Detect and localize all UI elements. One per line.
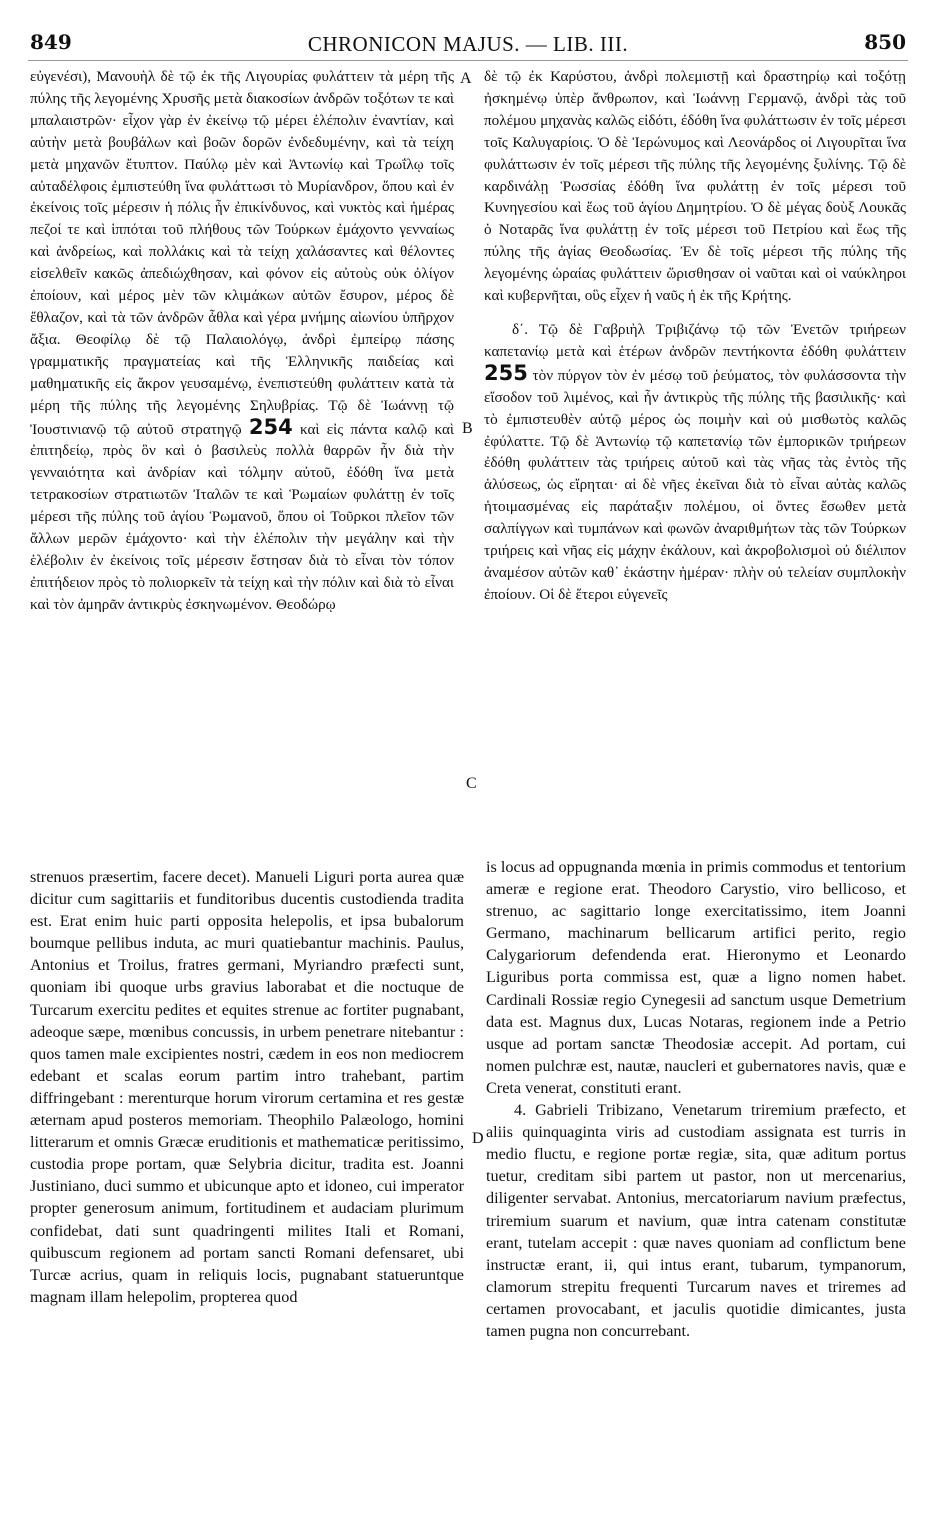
greek-right-text-part1: δ΄. Τῷ δὲ Γαβριὴλ Τριβιζάνῳ τῷ τῶν Ἐνετῶν τριήρεων καπετανίῳ μετὰ καὶ ἑτέρων ἀνδρῶν πεντήκοντα ἐδόθη φυλάττειν — [484, 320, 906, 360]
header-rule — [28, 60, 908, 61]
greek-left-paragraph — [30, 66, 454, 616]
greek-right-text-part2: τὸν πύργον τὸν ἐν μέσῳ τοῦ ῥεύματος, τὸν φυλάσσοντα τὴν εἴσοδον τοῦ λιμένος, καὶ ἦν ἀντικρὺς τῆς πύλης τῆς βασιλικῆς· καὶ τὸ ἐμπιστευθὲν αὐτῷ μέρος ὡς ποιμὴν καὶ οὐ μισθωτὸς καλῶς ἐφύλαττε. Τῷ δὲ Ἀντωνίῳ τῷ καπετανίῳ τῶν ἐμπορικῶν τριήρεων ἐδόθη φυλάττειν τὰς τριήρεις αὐτοῦ καὶ τὰς νῆας τὰς ἐντὸς τῆς ἁλύσεως, ὡς εἴρηται· αἱ δὲ νῆες ἐκεῖναι διὰ τὸ εἶναι αὐτὰς καλῶς ἡτοιμασμένας εἰς παράταξιν πολέμου, οἱ ὄντες ἔσωθεν μετὰ σαλπίγγων καὶ τυμπάνων καὶ φωνῶν ἀναριθμήτων τὰς τῶν Τούρκων τριήρεις καὶ νῆας εἰς μάχην ἐκάλουν, καὶ ἀκροβολισμοὶ οὐ διέλιπον ἀναμέσον αὐτῶν καθ᾽ ἑκάστην ἡμέραν· πλὴν οὐ τελείαν συμπλοκὴν ἐποίουν. Οἱ δὲ ἕτεροι εὐγενεῖς — [484, 366, 906, 603]
running-title: CHRONICON MAJUS. — LIB. III. — [307, 32, 629, 56]
margin-letter-d: D — [472, 1130, 484, 1147]
latin-right-paragraph-1: is locus ad oppugnanda mœnia in primis commodus et tentorium ameræ e regione erat. Theodoro Carystio, viro bellicoso, et strenuo, ac sagittario longe exercitatissimo, item Joanni Germano, machinarum bellicarum artifici perito, regio Calygariorum defendenda erat. Hieronymo et Leonardo Liguribus porta commissa est, quæ a ligno nomen habet. Cardinali Rossiæ regio Cynegesii ad sanctum usque Demetrium data est. Magnus dux, Lucas Notaras, regionem inde a Petrio usque ad portam sanctæ Theodosiæ accepit. Ad portam, cui nomen pulchræ est, nautæ, naucleri et gubernatores navis, quæ e Creta venerat, constituti erant. — [486, 858, 906, 1097]
paragraph-gap — [484, 307, 906, 319]
section-marker-254: 254 — [248, 414, 293, 439]
page-header — [28, 30, 908, 60]
latin-text-left-column — [30, 866, 464, 1308]
margin-letter-c: C — [466, 775, 477, 792]
greek-right-paragraph-2 — [484, 319, 906, 606]
greek-left-text-part2: καὶ εἰς πάντα καλῷ καὶ ἐπιτηδείῳ, πρὸς ὃν καὶ ὁ βασιλεὺς πολλὰ θαρρῶν ἦν διὰ τὴν γενναιότητα καὶ ἀνδρίαν καὶ τόλμην αὐτοῦ, ἐδόθη ἵνα μετὰ τετρακοσίων στρατιωτῶν Ἰταλῶν τε καὶ Ῥωμαίων φυλάττῃ ἐν τοῖς μέρεσι τῆς πύλης τοῦ ἁγίου Ῥωμανοῦ, ὅπου οἱ Τοῦρκοι πλεῖον τῶν ἄλλων μερῶν ἐμάχοντο· καὶ τὴν ἑλέπολιν τὴν μεγάλην καὶ τὴν ἑλέβολιν ἐν ἐκείνοις τοῖς μέρεσιν ἔστησαν διὰ τὸ εἶναι τὸν τόπον ἐπιτήδειον πρὸς τὸ πολιορκεῖν τὰ τείχη καὶ τὴν πόλιν καὶ διὰ τὸ εἶναι καὶ τὸν ἀμηρᾶν ἀντικρὺς ἐσκηνωμένον. Θεοδώρῳ — [30, 420, 455, 613]
section-marker-255: 255 — [484, 360, 528, 385]
latin-text-right-column — [486, 856, 906, 1342]
latin-right-paragraph-2: 4. Gabrieli Tribizano, Venetarum triremium præfecto, et aliis quinquaginta viris ad custodiam assignata est turris in medio fluctu, e regione portæ regiæ, sita, quæ aditum portus tuetur, creditam sibi partem ut pastor, non ut mercenarius, diligenter servabat. Antonius, mercatoriarum navium præfectus, triremium suarum et navium, quæ intra catenam constitutæ erant, tutelam accepit : quæ naves quoniam ad conflictum bene instructæ erant, ii, qui intus erant, tubarum, tympanorum, clamorum strepitu frequenti Turcarum naves et triremes ad certamen provocabant, et jaculis quotidie dimicantes, justa tamen pugna non concurrebant. — [486, 1101, 906, 1340]
greek-text-right-column — [484, 66, 906, 606]
right-page-number: 850 — [864, 30, 906, 54]
margin-letter-b: B — [462, 420, 473, 437]
greek-text-left-column — [30, 66, 454, 616]
greek-left-text-part1: εὐγενέσι), Μανουὴλ δὲ τῷ ἐκ τῆς Λιγουρίας φυλάττειν τὰ μέρη τῆς πύλης τῆς λεγομένης Χρυσῆς μετὰ διακοσίων ἀνδρῶν τοξότων τε καὶ μπαλαιστρῶν· εἶχον γὰρ ἐν ἐκείνῳ τῷ μέρει ἑλέπολιν ἐναντίαν, καὶ αὐτὴν μετὰ βουβάλων καὶ βοῶν δορῶν ἐνδεδυμένην, καὶ τὰ τείχη μετὰ μηχανῶν ἔτυπτον. Παύλῳ μὲν καὶ Ἀντωνίῳ καὶ Τρωΐλῳ τοῖς αὐταδέλφοις ἐμπιστεύθη ἵνα φυλάττωσι τὸ Μυρίανδρον, ὅπου καὶ ἐν ἐκείνοις τοῖς μέρεσιν ἡ πόλις ἦν ἐπικίνδυνος, καὶ νυκτὸς καὶ ἡμέρας πεζοί τε καὶ ἱππόται τοῦ πλήθους τῶν Τούρκων ἐμάχοντο γενναίως καὶ ἀνδρείως, καὶ πολλάκις καὶ τὰ τείχη χαλάσαντες καὶ θέλοντες εἰσελθεῖν κακῶς ἀπεδιώχθησαν, καὶ φόνον εἰς αὐτοὺς οὐκ ὀλίγον ἐποίουν, καὶ μέρος μὲν τῶν κλιμάκων αὐτῶν ἔσυρον, μέρος δὲ ἔθλαζον, καὶ τὰ τῶν ἀνδρῶν ἆθλα καὶ γέρα μνήμης αἰωνίου ὑπῆρχον ἄξια. Θεοφίλῳ δὲ τῷ Παλαιολόγῳ, ἀνδρὶ ἐμπείρῳ πάσης γραμματικῆς πραγματείας καὶ τῆς Ἑλληνικῆς παιδείας καὶ μαθηματικῆς εἰς ἄκρον γευσαμένῳ, ἐνεπιστεύθη φυλάττειν κατὰ τὰ μέρη τῆς πύλης τῆς λεγομένης Σηλυβρίας. Τῷ δὲ Ἰωάννῃ τῷ Ἰουστινιανῷ τῷ αὐτοῦ στρατηγῷ — [30, 68, 454, 438]
latin-left-paragraph: strenuos præsertim, facere decet). Manueli Liguri porta aurea quæ dicitur cum sagittariis et funditoribus ducentis custodienda tradita est. Erat enim huic parti opposita helepolis, et ipsa bubalorum boumque pellibus induta, ac muri quatiebantur machinis. Paulus, Antonius et Troilus, fratres germani, Myriandro præfecti sunt, quoniam ibi quoque urbs gravius laborabat et die noctuque de Turcarum exercitu pedites et equites strenue ac fortiter pugnabant, adeoque sæpe, mœnibus concussis, in urbem penetrare nitebantur : quos tamen male excipientes nostri, cædem in eos non mediocrem edebant et scalas eorum partim intro trahebant, partim diffringebant : merenturque horum virorum certamina et res gestæ æternam apud posteros memoriam. Theophilo Palæologo, homini litterarum et omnis Græcæ eruditionis et mathematicæ peritissimo, custodia prope portam, quæ Selybria dicitur, tradita est. Joanni Justiniano, duci summo et ubicunque apto et idoneo, cui imperator propter generosum animum, fortitudinem et audaciam plurimum confidebat, dati sunt quadringenti milites Itali et Romani, quibuscum regionem ad portam sancti Romani defensaret, ubi Turcæ acrius, quam in reliquis locis, pugnabant statueruntque magnam illam helepolim, propterea quod — [30, 868, 464, 1306]
greek-right-paragraph-1: δὲ τῷ ἐκ Καρύστου, ἀνδρὶ πολεμιστῇ καὶ δραστηρίῳ καὶ τοξότῃ ἠσκημένῳ ὑπὲρ ἄνθρωπον, καὶ Ἰωάννῃ Γερμανῷ, ἀνδρὶ τὰς τοῦ πολέμου μηχανὰς καλῶς εἰδότι, ἐδόθη ἵνα φυλάττωσιν ἐν τοῖς μέρεσι τοῖς Καλυγαρίοις. Ὁ δὲ Ἱερώνυμος καὶ Λεονάρδος οἱ Λιγουρῖται ἵνα φυλάττωσιν ἐν τοῖς μέρεσι τῆς πύλης τῆς λεγομένης ξυλίνης. Τῷ δὲ καρδινάλῃ Ῥωσσίας ἐδόθη ἵνα φυλάττῃ ἐν τοῖς μέρεσι τοῦ Κυνηγεσίου καὶ ἕως τοῦ ἁγίου Δημητρίου. Ὁ δὲ μέγας δοὺξ Λουκᾶς ὁ Νοταρᾶς ἵνα φυλάττῃ ἐν τοῖς μέρεσι τοῦ Πετρίου καὶ ἕως τῆς πύλης τῆς ἁγίας Θεοδωσίας. Ἐν δὲ τοῖς μέρεσι τῆς πύλης τῆς λεγομένης ὡραίας φυλάττειν ὥρισθησαν οἱ ναῦται καὶ οἱ ναύκληροι καὶ κυβερνῆται, οὓς εἶχεν ἡ ναῦς ἡ ἐκ τῆς Κρήτης. — [484, 68, 906, 305]
margin-letter-a: A — [460, 70, 472, 87]
left-page-number: 849 — [30, 30, 72, 54]
